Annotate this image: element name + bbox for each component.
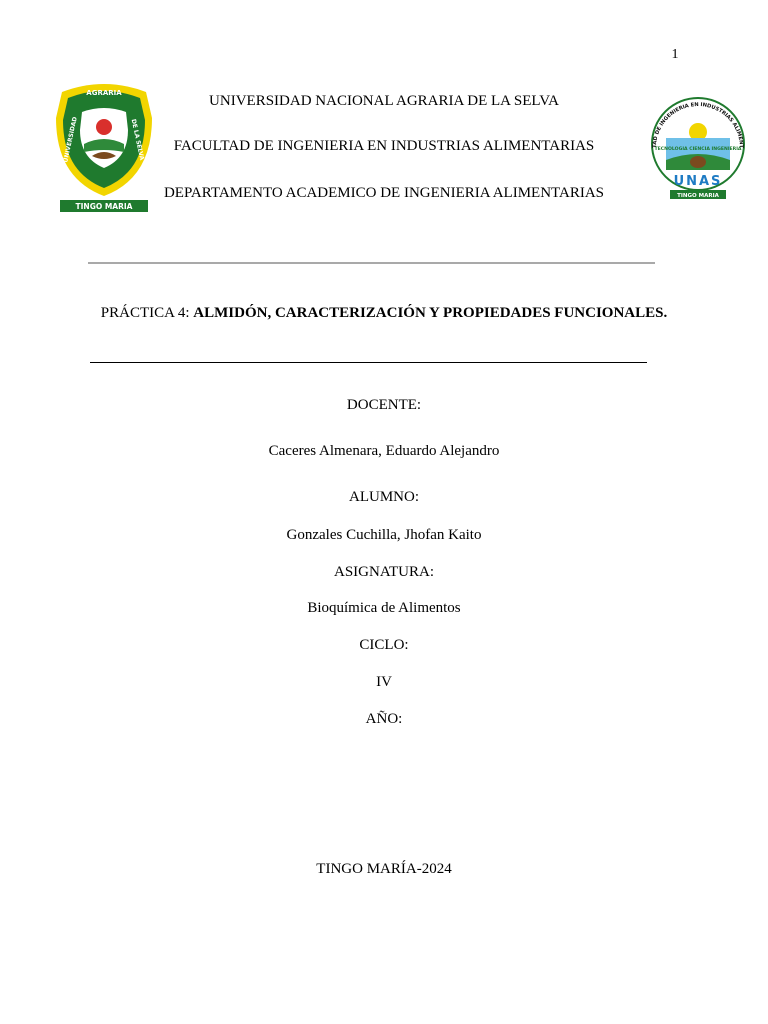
practice-name: ALMIDÓN, CARACTERIZACIÓN Y PROPIEDADES FUNCIONALES. xyxy=(193,305,668,321)
ciclo-value: IV xyxy=(376,674,392,690)
alumno-value: Gonzales Cuchilla, Jhofan Kaito xyxy=(286,527,482,543)
emblem-arc-text: TAD DE INGENIERIA EN INDUSTRIAS ALIMENT xyxy=(651,101,745,149)
header-divider xyxy=(88,262,655,264)
header-university: UNIVERSIDAD NACIONAL AGRARIA DE LA SELVA xyxy=(209,93,559,109)
title-underline xyxy=(90,362,647,363)
header-department: DEPARTAMENTO ACADEMICO DE INGENIERIA ALIMENTARIAS xyxy=(163,185,605,201)
shield-ring-left: UNIVERSIDAD xyxy=(62,116,79,164)
docente-value: Caceres Almenara, Eduardo Alejandro xyxy=(268,443,500,459)
shield-ring-right: DE LA SELVA xyxy=(129,118,146,161)
emblem-banner: TINGO MARIA xyxy=(677,193,719,199)
header-faculty: FACULTAD DE INGENIERIA EN INDUSTRIAS ALIMENTARIAS xyxy=(173,138,595,154)
asignatura-label: ASIGNATURA: xyxy=(333,564,434,580)
page-number: 1 xyxy=(671,47,679,62)
alumno-label: ALUMNO: xyxy=(349,489,419,505)
shield-ring-top: AGRARIA xyxy=(86,89,122,97)
anio-label: AÑO: xyxy=(365,711,403,727)
ciclo-label: CICLO: xyxy=(359,637,409,653)
practice-title xyxy=(0,305,768,322)
emblem-motto: TECNOLOGIA CIENCIA INGENIERIA xyxy=(654,147,742,152)
asignatura-value: Bioquímica de Alimentos xyxy=(307,600,461,616)
practice-prefix: PRÁCTICA 4: xyxy=(100,305,194,321)
shield-banner: TINGO MARIA xyxy=(75,202,133,211)
place-year: TINGO MARÍA-2024 xyxy=(316,861,452,877)
emblem-acronym: UNAS xyxy=(673,174,723,189)
docente-label: DOCENTE: xyxy=(346,397,422,413)
